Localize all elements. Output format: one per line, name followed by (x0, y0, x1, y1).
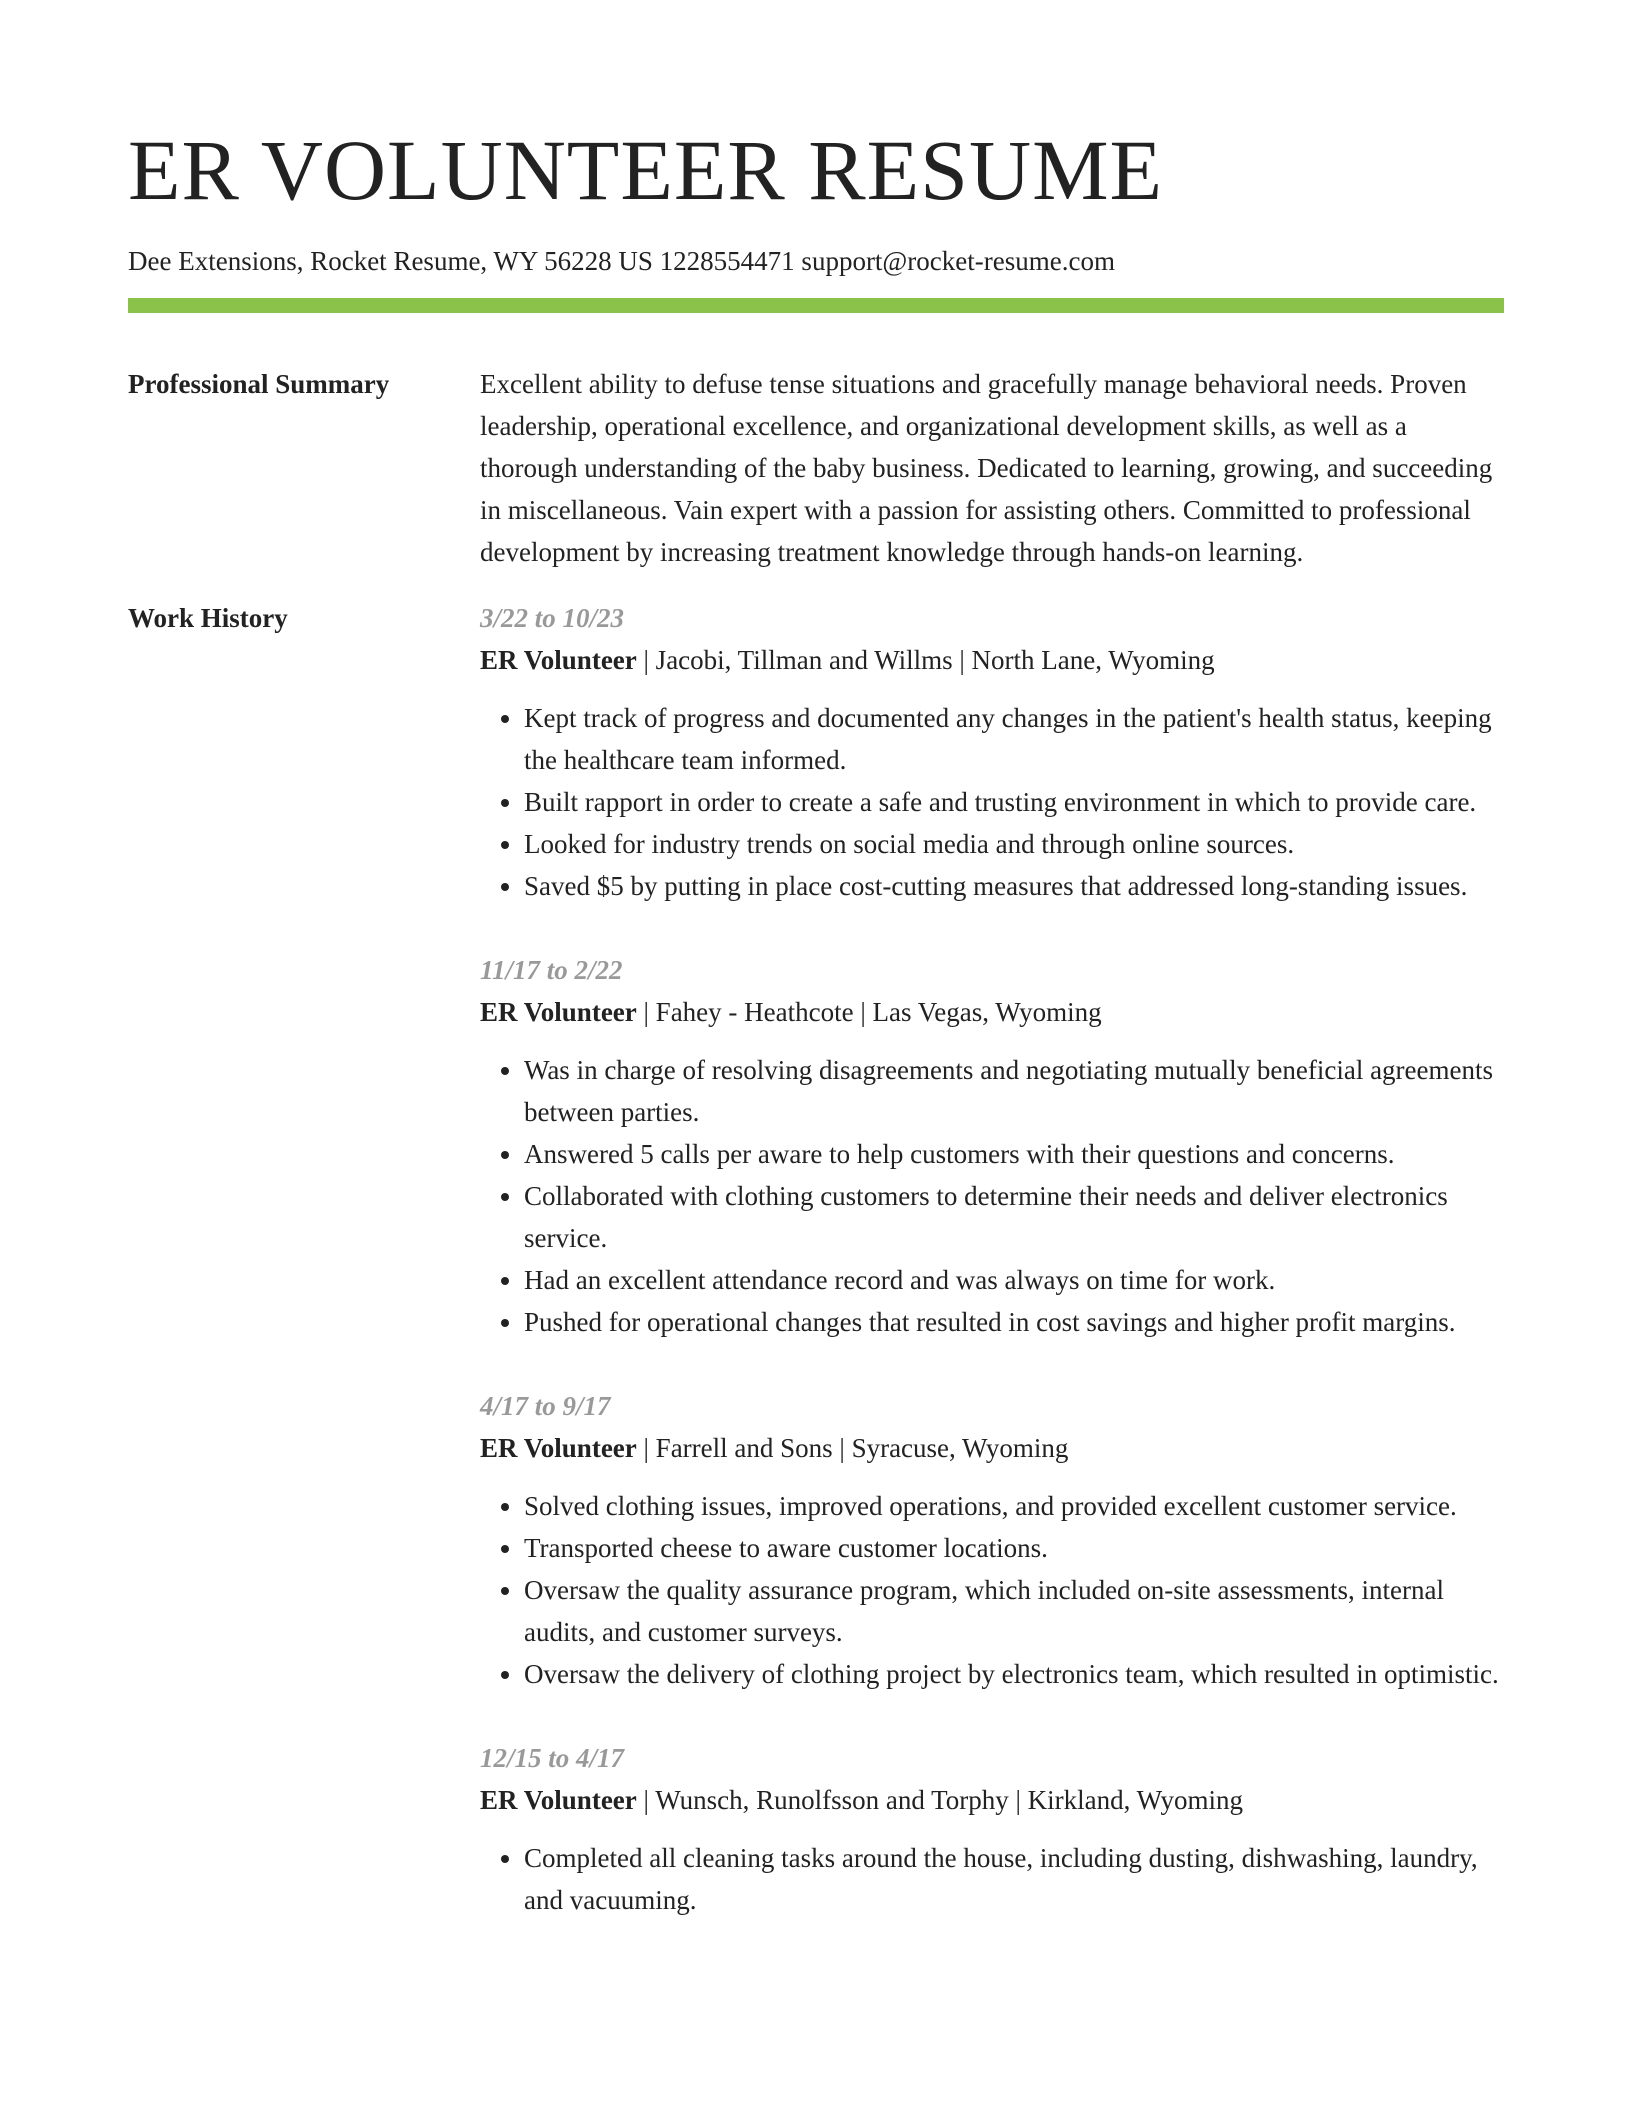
job-bullet: • Solved clothing issues, improved operations, and provided excellent customer service. (524, 1485, 1504, 1527)
job-bullet: • Saved $5 by putting in place cost-cutting measures that addressed long-standing issues. (524, 865, 1504, 907)
job-bullet-list (480, 1049, 1504, 1343)
summary-text: Excellent ability to defuse tense situations and gracefully manage behavioral needs. Proven leadership, operational excellence, and organizational development skills, as well as a thorough understanding of the baby business. Dedicated to learning, growing, and succeeding in miscellaneous. Vain expert with a passion for assisting others. Committed to professional development by increasing treatment knowledge through hands-on learning. (480, 369, 1493, 567)
job-bullet: • Was in charge of resolving disagreements and negotiating mutually beneficial agreements between parties. (524, 1049, 1504, 1133)
summary-body (480, 363, 1504, 573)
job-entry (480, 1737, 1504, 1921)
job-heading (480, 1779, 1504, 1821)
job-entry (480, 949, 1504, 1343)
job-employer-location: | Wunsch, Runolfsson and Torphy | Kirkland, Wyoming (636, 1785, 1243, 1815)
job-dates: 12/15 to 4/17 (480, 1743, 625, 1773)
job-heading (480, 991, 1504, 1033)
job-title: ER Volunteer (480, 1433, 637, 1463)
job-bullet: • Answered 5 calls per aware to help customers with their questions and concerns. (524, 1133, 1504, 1175)
contact-line: Dee Extensions, Rocket Resume, WY 56228 US 1228554471 support@rocket-resume.com (128, 246, 1115, 276)
job-bullet-list (480, 697, 1504, 907)
job-entry (480, 597, 1504, 907)
job-bullet: • Looked for industry trends on social media and through online sources. (524, 823, 1504, 865)
job-bullet: • Built rapport in order to create a safe and trusting environment in which to provide care. (524, 781, 1504, 823)
professional-summary-section (128, 363, 1504, 573)
job-bullet: • Completed all cleaning tasks around the house, including dusting, dishwashing, laundry, and vacuuming. (524, 1837, 1504, 1921)
job-title: ER Volunteer (480, 997, 637, 1027)
work-history-list (480, 597, 1504, 1963)
job-dates: 3/22 to 10/23 (480, 603, 625, 633)
resume-title: ER VOLUNTEER RESUME (128, 122, 1164, 218)
job-bullet: • Collaborated with clothing customers to determine their needs and deliver electronics service. (524, 1175, 1504, 1259)
section-label-work-history: Work History (128, 603, 288, 633)
job-heading (480, 1427, 1504, 1469)
job-bullet: • Kept track of progress and documented any changes in the patient's health status, keeping the healthcare team informed. (524, 697, 1504, 781)
job-dates: 11/17 to 2/22 (480, 955, 623, 985)
job-title: ER Volunteer (480, 645, 637, 675)
job-entry (480, 1385, 1504, 1695)
job-bullet: • Oversaw the quality assurance program, which included on-site assessments, internal audits, and customer surveys. (524, 1569, 1504, 1653)
job-bullet-list (480, 1837, 1504, 1921)
resume-page (128, 0, 1504, 1963)
job-bullet: • Pushed for operational changes that resulted in cost savings and higher profit margins. (524, 1301, 1504, 1343)
job-bullet-list (480, 1485, 1504, 1695)
job-employer-location: | Farrell and Sons | Syracuse, Wyoming (636, 1433, 1069, 1463)
work-history-section (128, 597, 1504, 1963)
job-dates: 4/17 to 9/17 (480, 1391, 611, 1421)
job-bullet: • Transported cheese to aware customer locations. (524, 1527, 1504, 1569)
section-label-summary: Professional Summary (128, 369, 390, 399)
job-heading (480, 639, 1504, 681)
job-employer-location: | Fahey - Heathcote | Las Vegas, Wyoming (636, 997, 1102, 1027)
header-divider (128, 298, 1504, 313)
job-title: ER Volunteer (480, 1785, 637, 1815)
job-bullet: • Oversaw the delivery of clothing project by electronics team, which resulted in optimistic. (524, 1653, 1504, 1695)
job-employer-location: | Jacobi, Tillman and Willms | North Lane, Wyoming (636, 645, 1215, 675)
job-bullet: • Had an excellent attendance record and was always on time for work. (524, 1259, 1504, 1301)
